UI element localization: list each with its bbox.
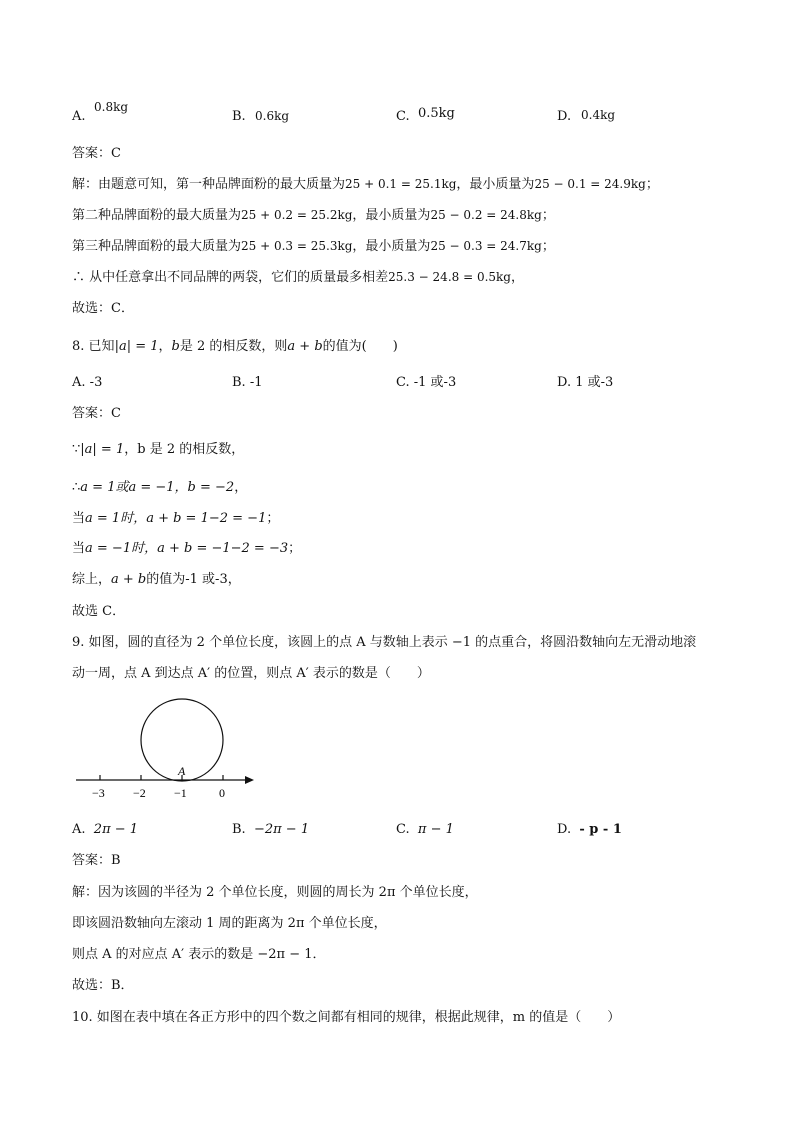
letter: B.: [232, 822, 246, 837]
math: b: [171, 339, 180, 354]
text: ，: [510, 270, 524, 285]
tick-label: −1: [174, 786, 187, 800]
q7-conclusion: [72, 268, 524, 287]
q9-solution-line-2: 即该圆沿数轴向左滚动 1 周的距离为 2π 个单位长度，: [72, 916, 387, 931]
value: -1 或-3: [413, 375, 457, 390]
q9-number-line-figure: [72, 698, 262, 804]
tick-label: 0: [219, 786, 225, 800]
text: 当: [72, 541, 86, 556]
q7-option-d-value: 0.4kg: [581, 108, 616, 122]
q7-option-a-letter: A.: [72, 109, 86, 124]
text: 的值为( ): [322, 339, 398, 354]
text: ，最小质量为: [352, 208, 431, 223]
q8-option-c: [396, 374, 456, 392]
tick-label: −2: [133, 786, 146, 800]
text: ，最小质量为: [352, 239, 431, 254]
value: - p - 1: [579, 822, 622, 837]
arrow-head-icon: [245, 776, 254, 784]
q8-option-d: [557, 374, 613, 392]
q8-choose: 故选 C．: [72, 604, 126, 619]
math: a = 1或a = −1，b = −2: [80, 480, 235, 495]
math: a + b: [111, 572, 147, 587]
q7-choose: 故选：C．: [72, 301, 134, 316]
math: 25 − 0.3 = 24.7kg: [430, 239, 542, 253]
value: π − 1: [417, 822, 454, 837]
math: a + b: [287, 339, 323, 354]
text: ，: [158, 339, 172, 354]
math: |a| = 1: [80, 442, 125, 457]
math: 25.3 − 24.8 = 0.5kg: [388, 270, 511, 284]
math: 25 − 0.2 = 24.8kg: [430, 208, 542, 222]
value: 2π − 1: [93, 822, 139, 837]
letter: A.: [72, 375, 86, 390]
text: 的值为-1 或-3，: [146, 572, 241, 587]
text: ；: [266, 511, 280, 526]
tick-label: −3: [92, 786, 105, 800]
q9-option-d: [557, 821, 622, 839]
q7-option-b-letter: B.: [232, 109, 246, 124]
text: ，最小质量为: [456, 177, 535, 192]
q9-option-b: [232, 821, 309, 839]
q9-solution-line-3: 则点 A 的对应点 A′ 表示的数是 −2π − 1．: [72, 947, 326, 962]
letter: C.: [396, 375, 410, 390]
text: 综上，: [72, 572, 112, 587]
text: ；: [541, 208, 555, 223]
question-number: 8.: [72, 339, 85, 354]
math: a = 1时，a + b = 1−2 = −1: [85, 511, 267, 526]
letter: D.: [557, 375, 572, 390]
q7-option-a-value: 0.8kg: [94, 100, 129, 114]
text: 当: [72, 511, 86, 526]
text: ∴: [72, 480, 81, 495]
q8-option-a: [72, 374, 102, 392]
text: ；: [288, 541, 302, 556]
text: 第三种品牌面粉的最大质量为: [72, 239, 242, 254]
text: ；: [541, 239, 555, 254]
text: 已知: [88, 339, 115, 354]
q9-choose: 故选：B．: [72, 978, 134, 993]
q10-stem: 10. 如图在表中填在各正方形中的四个数之间都有相同的规律，根据此规律，m 的值是（ ）: [72, 1010, 621, 1025]
q7-option-d-letter: D.: [557, 109, 572, 124]
q8-option-b: [232, 374, 263, 392]
text: 第二种品牌面粉的最大质量为: [72, 208, 242, 223]
q9-solution-line-1: 解：因为该圆的半径为 2 个单位长度，则圆的周长为 2π 个单位长度，: [72, 885, 478, 900]
text: 是 2 的相反数，则: [179, 339, 288, 354]
math: 25 + 0.3 = 25.3kg: [241, 239, 353, 253]
q7-solution-line-1: [72, 175, 659, 194]
q7-option-b-value: 0.6kg: [255, 109, 290, 123]
point-a-label: A: [178, 764, 186, 778]
q9-stem-line-2: 动一周，点 A 到达点 A′ 的位置，则点 A′ 表示的数是（ ）: [72, 666, 430, 681]
q9-answer: 答案：B: [72, 853, 121, 868]
text: 解：由题意可知，第一种品牌面粉的最大质量为: [72, 177, 346, 192]
math: 25 + 0.2 = 25.2kg: [241, 208, 353, 222]
math: |a| = 1: [114, 339, 159, 354]
q7-solution-line-3: [72, 237, 555, 256]
math: a = −1时，a + b = −1−2 = −3: [85, 541, 289, 556]
q9-stem-line-1: 9. 如图，圆的直径为 2 个单位长度，该圆上的点 A 与数轴上表示 −1 的点重合，将圆沿数轴向左无滑动地滚: [72, 635, 697, 650]
q8-step-2: [72, 479, 247, 497]
letter: A.: [72, 822, 86, 837]
letter: D.: [557, 822, 572, 837]
text: ，b 是 2 的相反数，: [124, 442, 245, 457]
text: ；: [645, 177, 659, 192]
q7-option-c-letter: C.: [396, 109, 410, 124]
q9-option-a: [72, 821, 138, 839]
value: 1 或-3: [575, 375, 614, 390]
q8-step-5: [72, 571, 241, 589]
text: ∴ 从中任意拿出不同品牌的两袋，它们的质量最多相差: [72, 270, 389, 285]
letter: B.: [232, 375, 246, 390]
q9-option-c: [396, 821, 454, 839]
q8-answer: 答案：C: [72, 406, 121, 421]
q7-answer: 答案：C: [72, 146, 121, 161]
q8-stem: [72, 338, 398, 356]
q7-solution-line-2: [72, 206, 555, 225]
letter: C.: [396, 822, 410, 837]
value: -1: [249, 375, 263, 390]
q7-option-c-value: 0.5kg: [418, 106, 455, 121]
math: 25 + 0.1 = 25.1kg: [345, 177, 457, 191]
value: -3: [89, 375, 103, 390]
q8-step-3: [72, 510, 279, 528]
q8-step-4: [72, 540, 301, 558]
math: 25 − 0.1 = 24.9kg: [534, 177, 646, 191]
text: ，: [234, 480, 248, 495]
q8-step-1: [72, 441, 244, 459]
value: −2π − 1: [253, 822, 310, 837]
text: ∵: [72, 442, 81, 457]
